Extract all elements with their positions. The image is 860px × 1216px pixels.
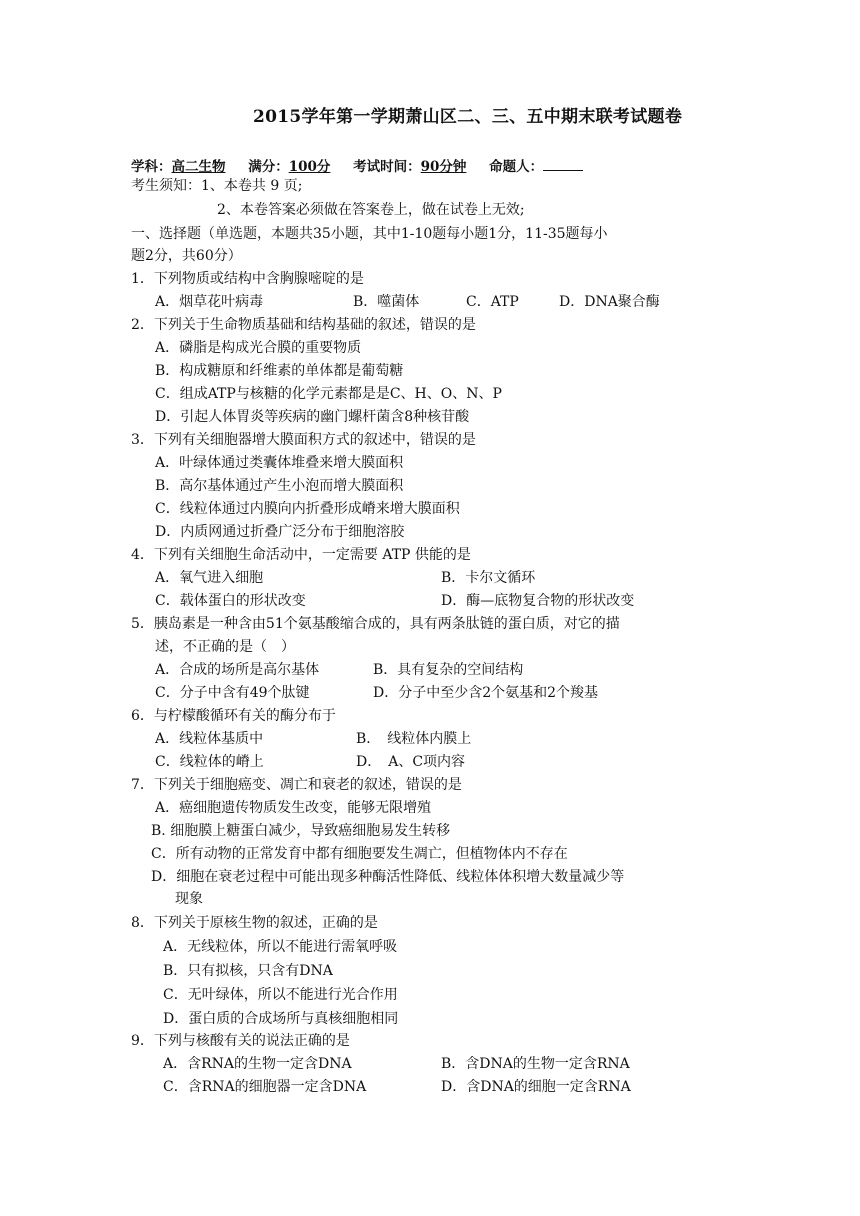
question-9-option-a: A．含RNA的生物一定含DNA: [163, 1056, 352, 1072]
subject-value: 高二生物: [171, 159, 226, 175]
question-4-stem: 4．下列有关细胞生命活动中，一定需要 ATP 供能的是: [131, 547, 471, 563]
section-heading-line-1: 一、选择题（单选题，本题共35小题，其中1-10题每小题1分，11-35题每小: [131, 226, 608, 242]
question-8-stem: 8．下列关于原核生物的叙述，正确的是: [131, 915, 378, 931]
notice-line-1: 考生须知：1、本卷共 9 页;: [131, 178, 303, 194]
section-heading-line-2: 题2分，共60分）: [131, 248, 242, 264]
question-6-stem: 6．与柠檬酸循环有关的酶分布于: [131, 708, 336, 724]
question-7-option-d-line-1: D．细胞在衰老过程中可能出现多种酶活性降低、线粒体体积增大数量减少等: [151, 869, 625, 885]
question-2-option-a: A．磷脂是构成光合膜的重要物质: [155, 340, 362, 356]
question-5-stem-line-2: 述，不正确的是（ ）: [155, 639, 295, 655]
question-2-stem: 2．下列关于生命物质基础和结构基础的叙述，错误的是: [131, 317, 476, 333]
question-5-option-b: B．具有复杂的空间结构: [373, 662, 524, 678]
exam-meta: [131, 155, 583, 175]
notice-line-2: 2、本卷答案必须做在答案卷上，做在试卷上无效;: [217, 202, 525, 218]
question-1-option-a: A．烟草花叶病毒: [155, 294, 264, 310]
question-9-option-b: B．含DNA的生物一定含RNA: [441, 1056, 630, 1072]
question-3-option-d: D．内质网通过折叠广泛分布于细胞溶胶: [155, 524, 405, 540]
question-7-stem: 7．下列关于细胞癌变、凋亡和衰老的叙述，错误的是: [131, 777, 462, 793]
question-7-option-b: B. 细胞膜上糖蛋白减少，导致癌细胞易发生转移: [151, 823, 451, 839]
question-2-option-b: B．构成糖原和纤维素的单体都是葡萄糖: [155, 363, 404, 379]
question-1-stem: 1．下列物质或结构中含胸腺嘧啶的是: [131, 271, 364, 287]
question-7-option-a: A．癌细胞遗传物质发生改变，能够无限增殖: [155, 800, 432, 816]
question-6-option-a: A．线粒体基质中: [155, 731, 264, 747]
question-3-option-c: C．线粒体通过内膜向内折叠形成嵴来增大膜面积: [155, 501, 460, 517]
question-3-stem: 3．下列有关细胞器增大膜面积方式的叙述中，错误的是: [131, 432, 476, 448]
question-8-option-b: B．只有拟核，只含有DNA: [163, 963, 333, 979]
time-label: 考试时间：: [353, 159, 421, 175]
author-label: 命题人：: [489, 159, 544, 175]
question-6-option-b: B． 线粒体内膜上: [356, 731, 472, 747]
exam-title: 2015学年第一学期萧山区二、三、五中期末联考试题卷: [253, 107, 683, 127]
question-7-option-c: C．所有动物的正常发育中都有细胞要发生凋亡，但植物体内不存在: [151, 846, 568, 862]
author-blank: [543, 158, 583, 171]
time-value: 90分钟: [420, 159, 467, 175]
question-4-option-c: C．载体蛋白的形状改变: [155, 593, 306, 609]
question-2-option-d: D．引起人体胃炎等疾病的幽门螺杆菌含8种核苷酸: [155, 409, 470, 425]
question-7-option-d-line-2: 现象: [175, 891, 203, 907]
question-1-option-c: C．ATP: [466, 294, 519, 310]
question-3-option-a: A．叶绿体通过类囊体堆叠来增大膜面积: [155, 455, 404, 471]
question-3-option-b: B．高尔基体通过产生小泡而增大膜面积: [155, 478, 404, 494]
question-8-option-d: D．蛋白质的合成场所与真核细胞相同: [163, 1011, 399, 1027]
question-6-option-d: D． A、C项内容: [356, 754, 466, 770]
question-5-option-d: D．分子中至少含2个氨基和2个羧基: [373, 685, 599, 701]
question-9-option-d: D．含DNA的细胞一定含RNA: [441, 1079, 631, 1095]
question-8-option-a: A．无线粒体，所以不能进行需氧呼吸: [163, 939, 398, 955]
question-4-option-d: D．酶—底物复合物的形状改变: [441, 593, 635, 609]
question-9-stem: 9．下列与核酸有关的说法正确的是: [131, 1033, 350, 1049]
question-5-stem-line-1: 5．胰岛素是一种含由51个氨基酸缩合成的，具有两条肽链的蛋白质，对它的描: [131, 616, 620, 632]
question-4-option-a: A．氧气进入细胞: [155, 570, 264, 586]
question-1-option-d: D．DNA聚合酶: [559, 294, 660, 310]
question-1-option-b: B．噬菌体: [353, 294, 420, 310]
question-5-option-a: A．合成的场所是高尔基体: [155, 662, 320, 678]
score-value: 100分: [288, 159, 331, 175]
question-2-option-c: C．组成ATP与核糖的化学元素都是是C、H、O、N、P: [155, 386, 502, 402]
subject-label: 学科：: [131, 159, 172, 175]
question-6-option-c: C．线粒体的嵴上: [155, 754, 264, 770]
question-4-option-b: B．卡尔文循环: [441, 570, 536, 586]
question-9-option-c: C．含RNA的细胞器一定含DNA: [163, 1079, 367, 1095]
question-5-option-c: C．分子中含有49个肽键: [155, 685, 310, 701]
score-label: 满分：: [248, 159, 289, 175]
question-8-option-c: C．无叶绿体，所以不能进行光合作用: [163, 987, 398, 1003]
